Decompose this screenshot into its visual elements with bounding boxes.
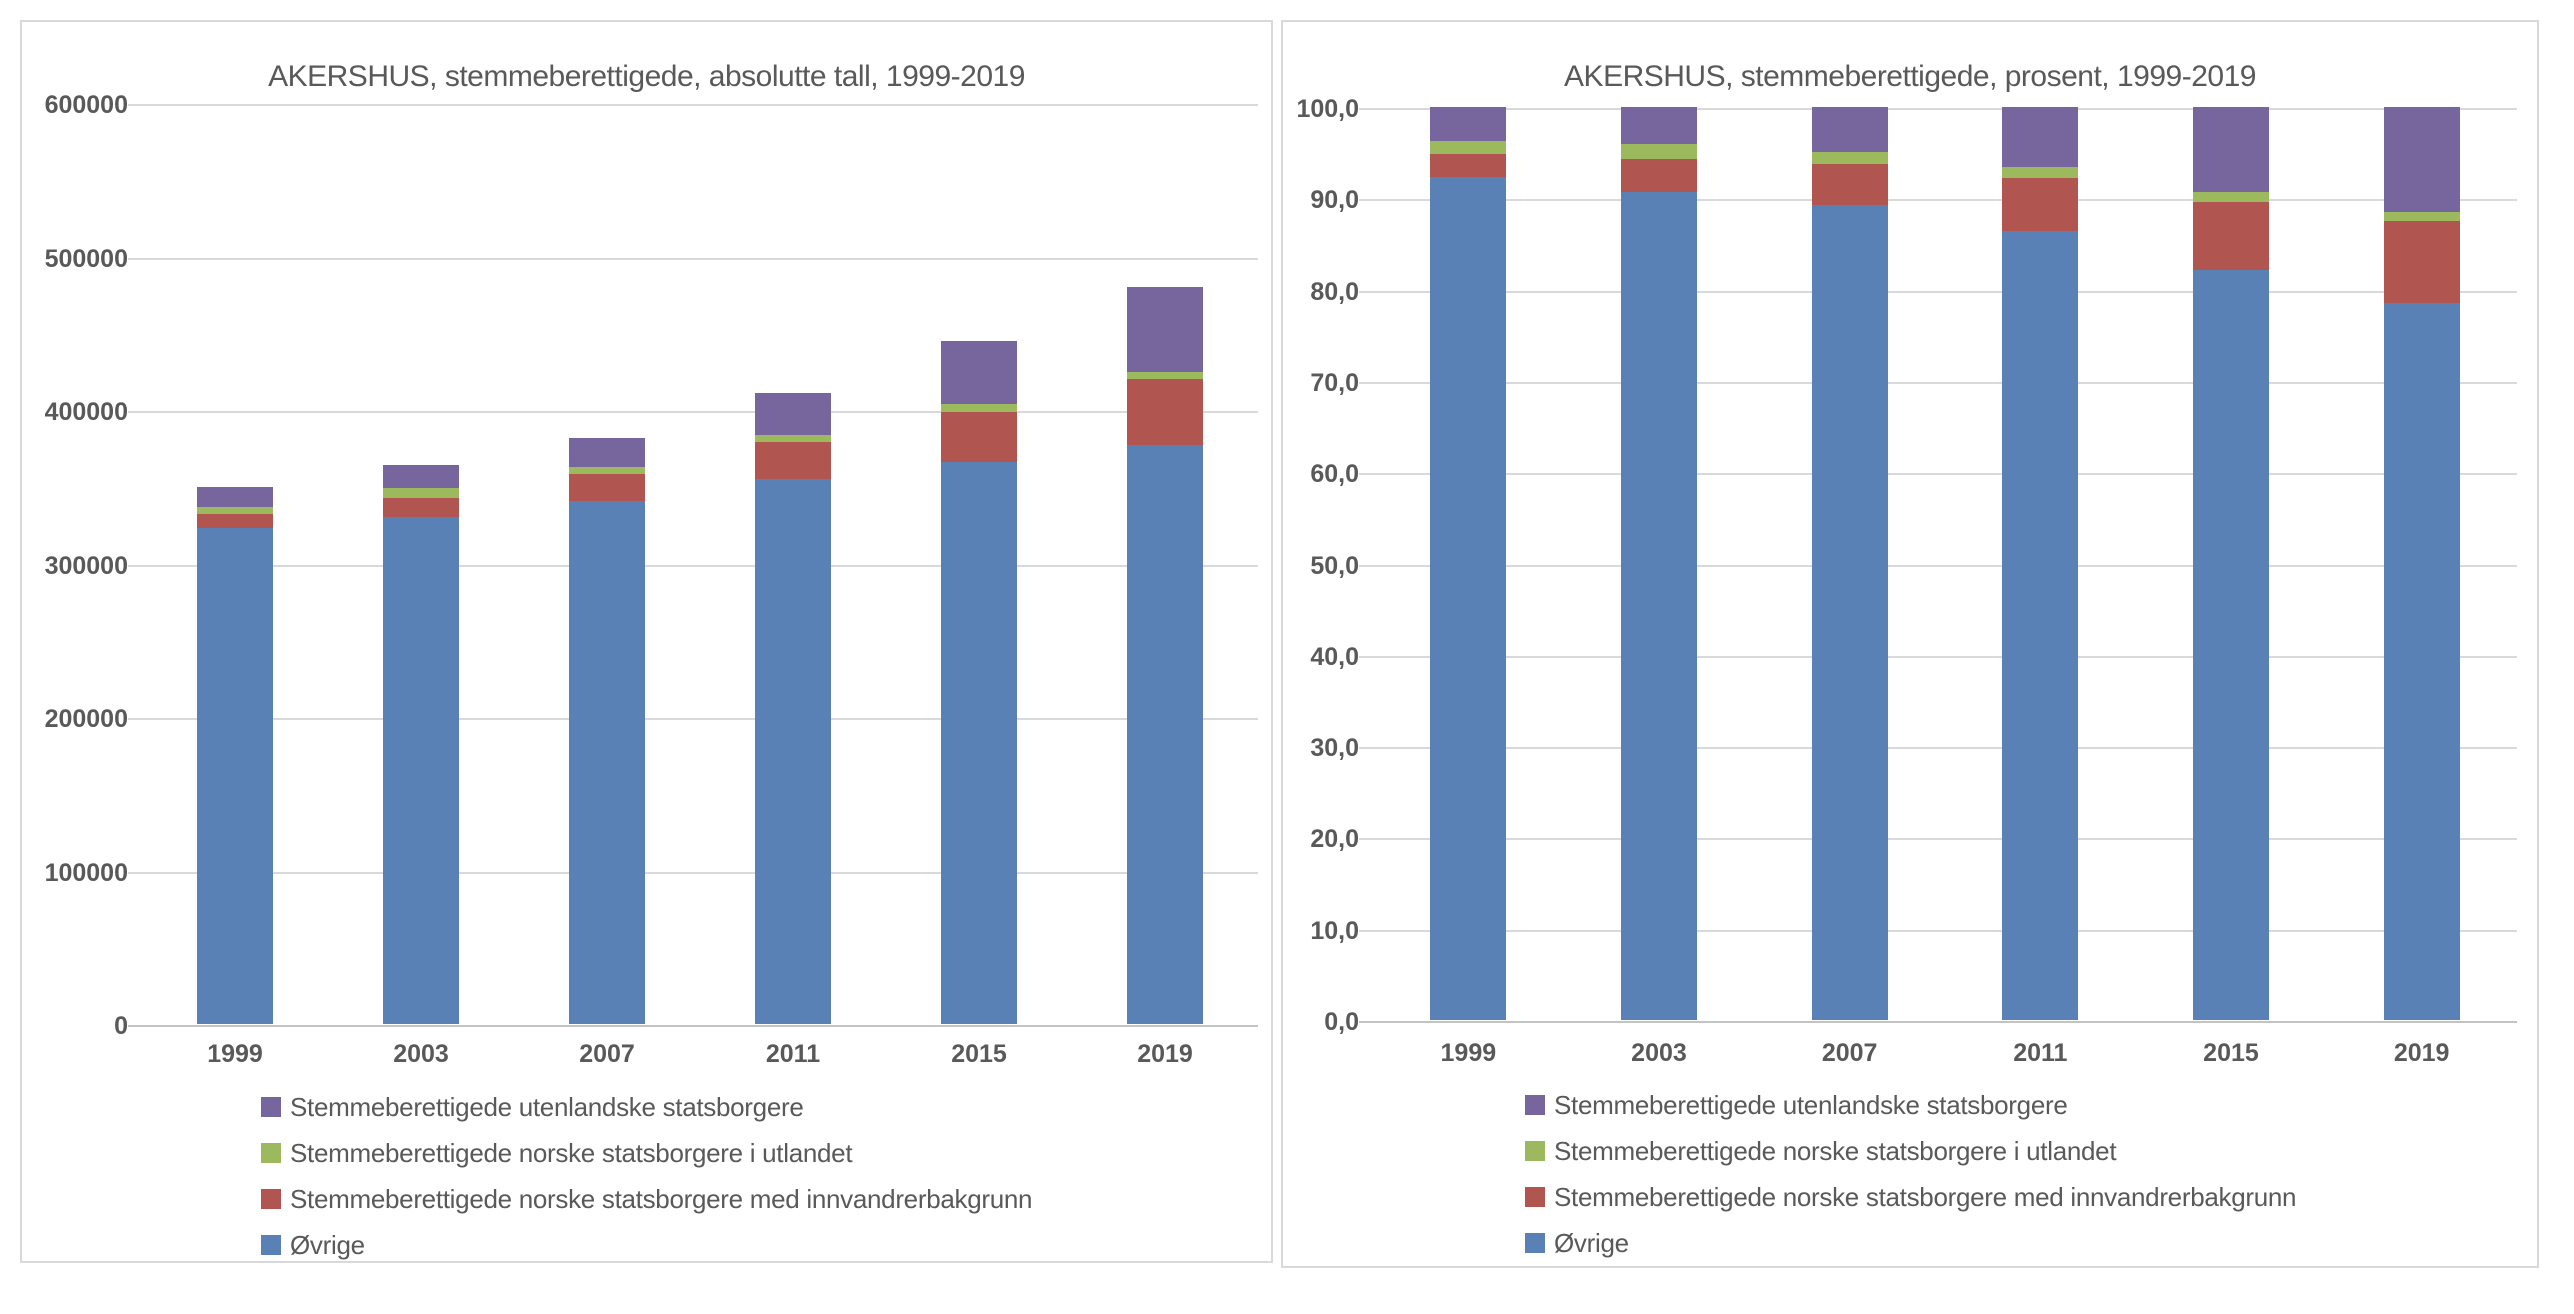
bar-stack-2003 — [1621, 107, 1697, 1020]
bar-slot-2015 — [2136, 109, 2327, 1022]
y-axis-tick-label: 0 — [114, 1012, 128, 1040]
legend-item — [1525, 1128, 2296, 1174]
bar-segment-utenlandske — [569, 438, 645, 467]
bar-segment-utlandet — [941, 404, 1017, 412]
x-axis-tick-label: 2015 — [951, 1040, 1007, 1068]
legend-label: Stemmeberettigede norske statsborgere med innvandrerbakgrunn — [290, 1183, 1033, 1214]
bar-slot-2007 — [514, 105, 700, 1026]
bar-segment-innvandrerbakgrunn — [2002, 178, 2078, 231]
legend-swatch-utlandet-icon — [1525, 1141, 1545, 1161]
bar-segment-ovrige — [755, 479, 831, 1024]
bar-segment-ovrige — [383, 517, 459, 1024]
bar-slot-1999 — [1373, 109, 1564, 1022]
bar-segment-ovrige — [1430, 177, 1506, 1020]
bar-slot-2007 — [1754, 109, 1945, 1022]
bar-segment-utlandet — [1621, 144, 1697, 159]
x-axis-tick-label: 2003 — [393, 1040, 449, 1068]
legend-item — [261, 1130, 1032, 1176]
y-axis-tick-label: 300000 — [44, 551, 128, 580]
plot-area-absolute — [44, 91, 1258, 1068]
x-axis-tick-label: 2015 — [2203, 1039, 2259, 1067]
bar-segment-ovrige — [2384, 303, 2460, 1020]
legend-label: Stemmeberettigede utenlandske statsborgere — [290, 1091, 804, 1122]
x-axis-tick-label: 2003 — [1631, 1039, 1687, 1067]
x-axis-tick-label: 2011 — [2013, 1039, 2068, 1067]
bar-segment-innvandrerbakgrunn — [1812, 164, 1888, 205]
bar-segment-utenlandske — [1430, 107, 1506, 141]
bar-stack-2019 — [2384, 107, 2460, 1020]
bar-slot-2011 — [1945, 109, 2136, 1022]
legend-item — [1525, 1220, 2296, 1266]
bar-segment-ovrige — [1812, 205, 1888, 1020]
bar-segment-utenlandske — [1812, 107, 1888, 152]
bar-stack-2015 — [2193, 107, 2269, 1020]
legend-label: Stemmeberettigede norske statsborgere i utlandet — [1554, 1135, 2117, 1166]
bar-segment-innvandrerbakgrunn — [1621, 159, 1697, 192]
bar-stack-2007 — [1812, 107, 1888, 1020]
bar-segment-innvandrerbakgrunn — [1127, 379, 1203, 445]
legend-swatch-utlandet-icon — [261, 1143, 281, 1163]
bar-segment-innvandrerbakgrunn — [1430, 154, 1506, 178]
bar-segment-utenlandske — [941, 341, 1017, 404]
legend-swatch-innvandrerbakgrunn-icon — [261, 1189, 281, 1209]
legend-percent — [1525, 1082, 2296, 1266]
bar-stack-2007 — [569, 438, 645, 1024]
plot-area-percent — [1296, 95, 2517, 1067]
legend-absolute — [261, 1084, 1032, 1268]
legend-swatch-innvandrerbakgrunn-icon — [1525, 1187, 1545, 1207]
bar-stack-1999 — [197, 487, 273, 1024]
bar-segment-utenlandske — [383, 465, 459, 488]
bar-segment-utlandet — [2193, 192, 2269, 202]
legend-swatch-ovrige-icon — [1525, 1233, 1545, 1253]
bar-segment-ovrige — [2002, 231, 2078, 1020]
bar-segment-innvandrerbakgrunn — [941, 412, 1017, 463]
bar-segment-utenlandske — [755, 393, 831, 434]
bar-slot-2003 — [1564, 109, 1755, 1022]
legend-item — [261, 1222, 1032, 1268]
bar-segment-ovrige — [2193, 270, 2269, 1020]
x-axis-tick-label: 1999 — [1440, 1039, 1497, 1067]
bar-segment-innvandrerbakgrunn — [755, 442, 831, 479]
legend-label: Stemmeberettigede utenlandske statsborgere — [1554, 1089, 2068, 1120]
legend-swatch-utenlandske-icon — [261, 1097, 281, 1117]
bar-segment-utenlandske — [1127, 287, 1203, 371]
x-axis-tick-label: 2007 — [1821, 1039, 1878, 1067]
bar-segment-utlandet — [2384, 212, 2460, 221]
bar-segment-ovrige — [569, 501, 645, 1024]
bar-segment-utlandet — [197, 507, 273, 515]
chart-title-percent: AKERSHUS, stemmeberettigede, prosent, 1999-2019 — [1564, 60, 2256, 93]
y-axis-tick-label: 500000 — [44, 244, 128, 273]
bar-segment-innvandrerbakgrunn — [383, 498, 459, 518]
x-axis-tick-label: 2007 — [579, 1040, 635, 1068]
bar-slot-2019 — [2326, 109, 2517, 1022]
bar-segment-utenlandske — [1621, 107, 1697, 144]
y-axis-tick-label: 600000 — [44, 91, 128, 119]
bar-segment-utenlandske — [197, 487, 273, 507]
bar-segment-ovrige — [1127, 445, 1203, 1024]
bar-segment-ovrige — [197, 528, 273, 1024]
legend-item — [261, 1176, 1032, 1222]
bar-segment-utlandet — [755, 435, 831, 443]
bar-segment-utlandet — [1430, 141, 1506, 154]
bar-segment-utlandet — [569, 467, 645, 475]
bar-stack-1999 — [1430, 107, 1506, 1020]
legend-label: Stemmeberettigede norske statsborgere med innvandrerbakgrunn — [1554, 1181, 2297, 1212]
bar-segment-utlandet — [2002, 167, 2078, 178]
bar-segment-innvandrerbakgrunn — [2384, 221, 2460, 303]
bar-segment-utlandet — [383, 488, 459, 497]
x-axis-tick-label: 1999 — [207, 1040, 263, 1068]
y-axis-tick-label: 200000 — [44, 705, 128, 733]
y-axis-tick-label: 80,0 — [1310, 277, 1359, 306]
legend-label: Øvrige — [290, 1229, 365, 1260]
bar-slot-2011 — [700, 105, 886, 1026]
bar-stack-2015 — [941, 341, 1017, 1024]
legend-swatch-ovrige-icon — [261, 1235, 281, 1255]
chart-title-absolute: AKERSHUS, stemmeberettigede, absolutte tall, 1999-2019 — [268, 60, 1025, 93]
y-axis-tick-label: 100,0 — [1296, 95, 1359, 123]
x-axis-tick-label: 2011 — [765, 1040, 821, 1068]
bar-segment-ovrige — [941, 462, 1017, 1024]
legend-item — [261, 1084, 1032, 1130]
bar-stack-2019 — [1127, 287, 1203, 1024]
y-axis-tick-label: 70,0 — [1310, 368, 1359, 397]
y-axis-tick-label: 60,0 — [1310, 460, 1359, 489]
legend-swatch-utenlandske-icon — [1525, 1095, 1545, 1115]
bar-slot-2003 — [328, 105, 514, 1026]
y-axis-tick-label: 10,0 — [1310, 916, 1359, 945]
bar-segment-ovrige — [1621, 192, 1697, 1020]
y-axis-tick-label: 50,0 — [1310, 551, 1359, 580]
bar-segment-innvandrerbakgrunn — [2193, 202, 2269, 270]
legend-label: Øvrige — [1554, 1227, 1629, 1258]
bar-segment-innvandrerbakgrunn — [197, 514, 273, 528]
bar-stack-2003 — [383, 465, 459, 1024]
bar-slot-1999 — [142, 105, 328, 1026]
chart-panel-percent — [1281, 20, 2539, 1268]
bar-segment-utlandet — [1812, 152, 1888, 164]
y-axis-tick-label: 40,0 — [1310, 642, 1359, 671]
legend-label: Stemmeberettigede norske statsborgere i utlandet — [290, 1137, 853, 1168]
bar-stack-2011 — [2002, 107, 2078, 1020]
chart-panel-absolute — [20, 20, 1273, 1263]
bar-segment-utlandet — [1127, 372, 1203, 380]
y-axis-tick-label: 90,0 — [1310, 186, 1359, 215]
bar-segment-utenlandske — [2193, 107, 2269, 192]
y-axis-tick-label: 20,0 — [1310, 825, 1359, 854]
bar-segment-utenlandske — [2002, 107, 2078, 167]
legend-item — [1525, 1082, 2296, 1128]
y-axis-tick-label: 100000 — [44, 858, 128, 887]
bar-slot-2015 — [886, 105, 1072, 1026]
x-axis-tick-label: 2019 — [1137, 1040, 1193, 1068]
bar-slot-2019 — [1072, 105, 1258, 1026]
bar-segment-innvandrerbakgrunn — [569, 474, 645, 500]
bar-segment-utenlandske — [2384, 107, 2460, 212]
y-axis-tick-label: 30,0 — [1310, 734, 1359, 763]
y-axis-tick-label: 0,0 — [1324, 1008, 1359, 1036]
bar-stack-2011 — [755, 393, 831, 1024]
y-axis-tick-label: 400000 — [44, 398, 128, 426]
x-axis-tick-label: 2019 — [2393, 1039, 2450, 1067]
legend-item — [1525, 1174, 2296, 1220]
